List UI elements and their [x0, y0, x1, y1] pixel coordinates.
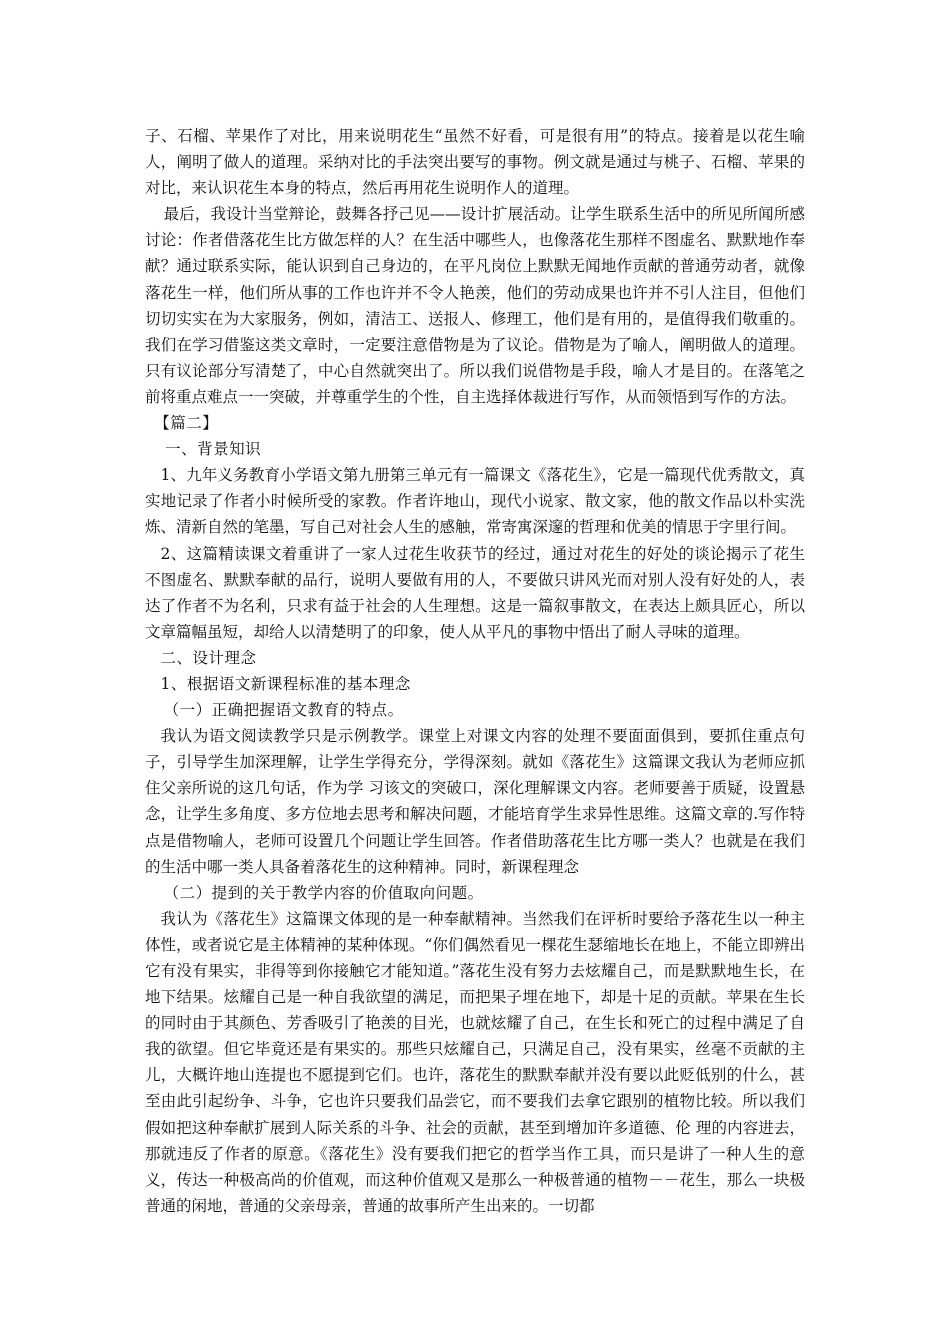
- paragraph: 1、九年义务教育小学语文第九册第三单元有一篇课文《落花生》，它是一篇现代优秀散文，真实地记录了作者小时候所受的家教。作者许地山，现代小说家、散文家，他的散文作品以朴实洗炼、清新自然的笔墨，写自己对社会人生的感触，常寄寓深邃的哲理和优美的情思于字里行间。: [145, 466, 805, 537]
- paragraph: 我认为语文阅读教学只是示例教学。课堂上对课文内容的处理不要面面俱到，要抓住重点句子，引导学生加深理解，让学生学得充分，学得深刻。就如《落花生》这篇课文我认为老师应抓住父亲所说的这几句话，作为学 习该文的突破口，深化理解课文内容。老师要善于质疑，设置悬念，让学生多角度、多方位地去思考和解决问题，才能培育学生求异性思维。这篇文章的.写作特点是借物喻人，老师可设置几个问题让学生回答。作者借助落花生比方哪一类人？也就是在我们的生活中哪一类人具备着落花生的这种精神。同时，新课程理念: [145, 727, 805, 876]
- paragraph: 子、石榴、苹果作了对比，用来说明花生“虽然不好看，可是很有用”的特点。接着是以花生喻人，阐明了做人的道理。采纳对比的手法突出要写的事物。例文就是通过与桃子、石榴、苹果的对比，来认识花生本身的特点，然后再用花生说明作人的道理。: [145, 127, 805, 198]
- section-heading: 【篇二】: [154, 414, 219, 433]
- subsection-heading: （一）正确把握语文教育的特点。: [163, 701, 404, 720]
- subsection-heading: （二）提到的关于教学内容的价值取向问题。: [163, 883, 484, 902]
- section-heading: 一、背景知识: [165, 440, 262, 459]
- paragraph: 我认为《落花生》这篇课文体现的是一种奉献精神。当然我们在评析时要给予落花生以一种主体性，或者说它是主体精神的某种体现。“你们偶然看见一棵花生瑟缩地长在地上，不能立即辨出它有没有果实，非得等到你接触它才能知道。”落花生没有努力去炫耀自己，而是默默地生长，在地下结果。炫耀自己是一种自我欲望的满足，而把果子埋在地下，却是十足的贡献。苹果在生长的同时由于其颜色、芳香吸引了艳羡的目光，也就炫耀了自己，在生长和死亡的过程中满足了自我的欲望。但它毕竟还是有果实的。那些只炫耀自己，只满足自己，没有果实，丝毫不贡献的主儿，大概许地山连提也不愿提到它们。也许，落花生的默默奉献并没有要以此贬低别的什么，甚至由此引起纷争、斗争，它也许只要我们品尝它，而不要我们去拿它跟别的植物比较。所以我们假如把这种奉献扩展到人际关系的斗争、社会的贡献，甚至到增加许多道德、伦 理的内容进去，那就违反了作者的原意。《落花生》没有要我们把它的哲学当作工具，而只是讲了一种人生的意义，传达一种极高尚的价值观，而这种价值观又是那么一种极普通的植物－－花生，那么一块极普通的闲地，普通的父亲母亲，普通的故事所产生出来的。一切都: [145, 909, 805, 1215]
- subsection-heading: 1、根据语文新课程标准的基本理念: [160, 674, 411, 693]
- section-heading: 二、设计理念: [160, 648, 257, 667]
- paragraph: 最后，我设计当堂辩论，鼓舞各抒己见——设计扩展活动。让学生联系生活中的所见所闻所感讨论：作者借落花生比方做怎样的人？在生活中哪些人，也像落花生那样不图虚名、默默地作奉献？通过联系实际，能认识到自己身边的，在平凡岗位上默默无闻地作贡献的普通劳动者，就像落花生一样，他们所从事的工作也许并不令人艳羡，他们的劳动成果也许并不引人注目，但他们切切实实在为大家服务，例如，清洁工、送报人、修理工，他们是有用的，是值得我们敬重的。我们在学习借鉴这类文章时，一定要注意借物是为了议论。借物是为了喻人，阐明做人的道理。只有议论部分写清楚了，中心自然就突出了。所以我们说借物是手段，喻人才是目的。在落笔之前将重点难点一一突破，并尊重学生的个性，自主选择体裁进行写作，从而领悟到写作的方法。: [145, 205, 805, 406]
- paragraph: 2、这篇精读课文着重讲了一家人过花生收获节的经过，通过对花生的好处的谈论揭示了花生不图虚名、默默奉献的品行，说明人要做有用的人，不要做只讲风光而对别人没有好处的人，表达了作者不为名利，只求有益于社会的人生理想。这是一篇叙事散文，在表达上颇具匠心，所以文章篇幅虽短，却给人以清楚明了的印象，使人从平凡的事物中悟出了耐人寻味的道理。: [145, 544, 805, 641]
- document-page: [145, 123, 805, 1219]
